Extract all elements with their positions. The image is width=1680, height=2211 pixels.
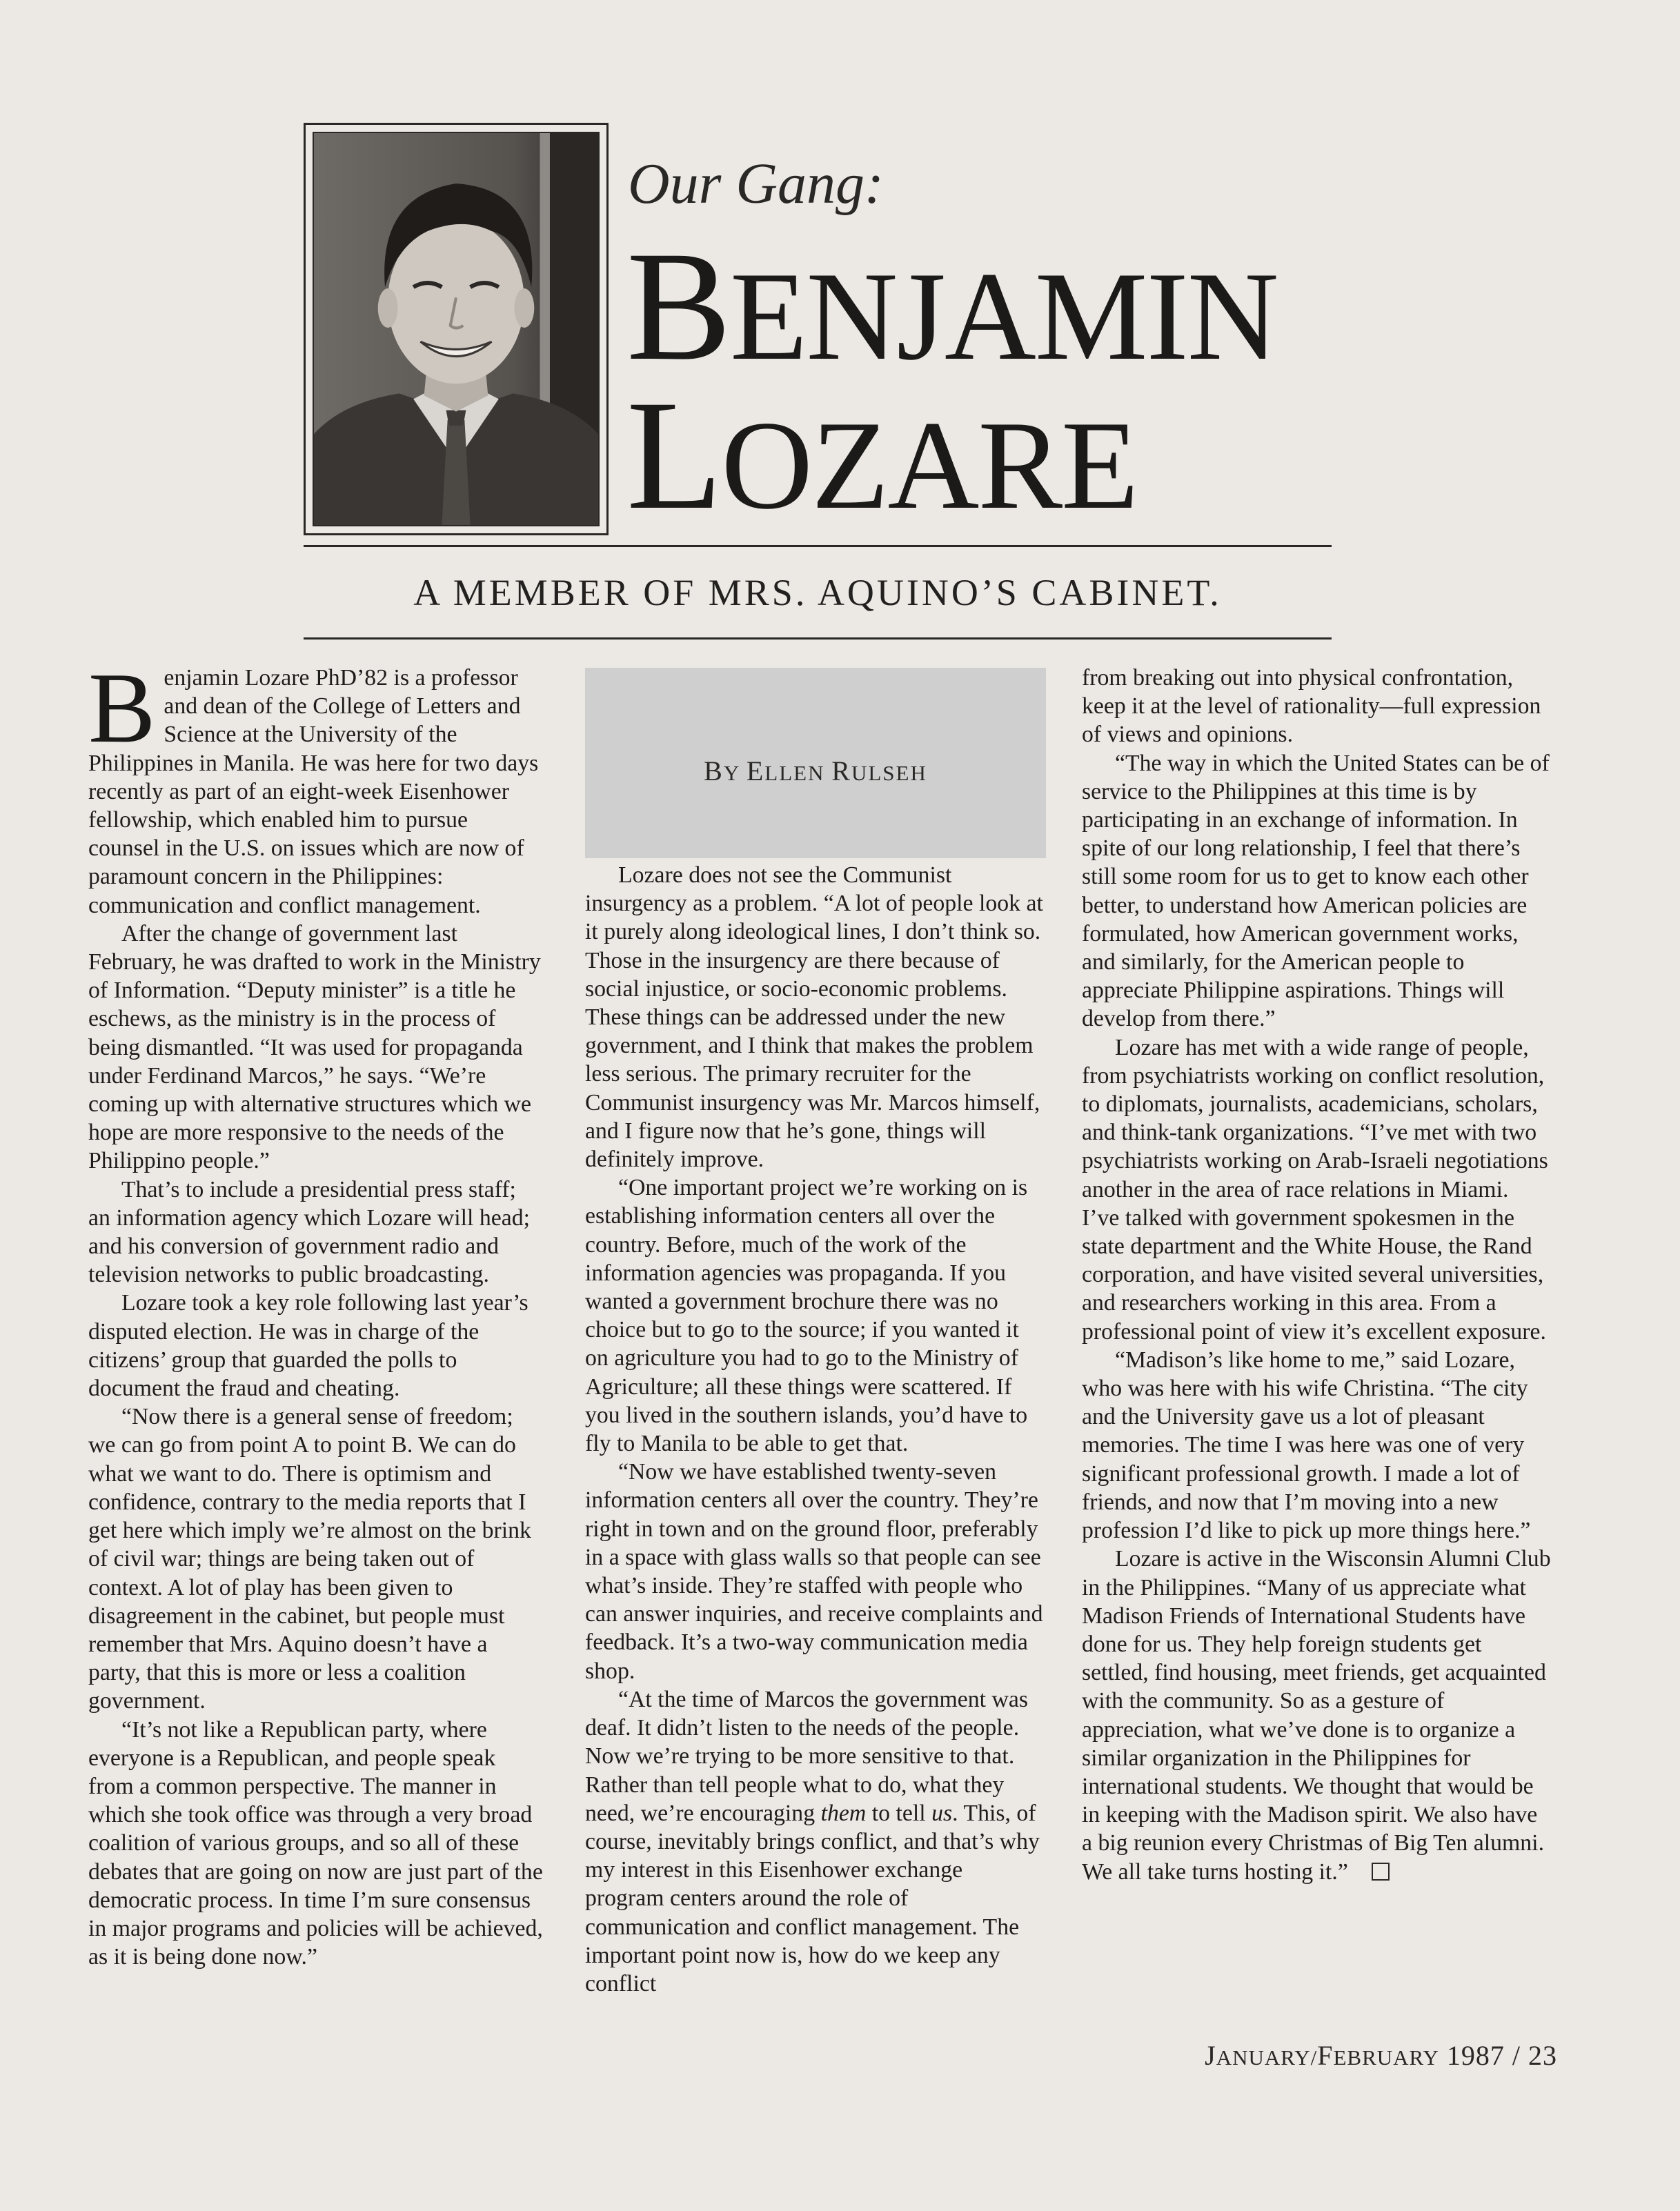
subtitle: A MEMBER OF MRS. AQUINO’S CABINET. bbox=[413, 572, 1222, 613]
byline bbox=[585, 755, 1046, 787]
footer-rest-2: EBRUARY bbox=[1333, 2045, 1439, 2070]
title-last-name bbox=[626, 368, 1138, 542]
paragraph: “Now we have established twenty-seven information centers all over the country. They’re right in town and on the ground floor, preferably in a space with glass walls so that people can see what’s inside. They’re staffed with people who can answer inquiries, and receive complaints and feedback. It’s a two-way communication media shop. bbox=[585, 1459, 1043, 1684]
title-last-rest: OZARE bbox=[721, 395, 1138, 535]
byline-rest-3: ULSEH bbox=[851, 761, 927, 785]
article-column-3 bbox=[1082, 664, 1551, 1886]
footer-year-page: 1987 / 23 bbox=[1439, 2040, 1557, 2071]
title-first-rest: ENJAMIN bbox=[730, 246, 1278, 386]
page-footer bbox=[1205, 2039, 1557, 2072]
title-rule-bottom bbox=[304, 637, 1332, 639]
paragraph: from breaking out into physical confrontation, keep it at the level of rationality—full expression of views and opinions. bbox=[1082, 665, 1541, 748]
paragraph: Lozare has met with a wide range of people, from psychiatrists working on conflict resolution, to diplomats, journalists, academicians, scholars, and think-tank organizations. “I’ve met with two psychiatrists working on Arab-Israeli negotiations another in the area of race relations in Miami. I’ve talked with government spokesmen in the state department and the White House, the Rand corporation, and have visited several universities, and researchers working in this area. From a professional point of view it’s excellent exposure. bbox=[1082, 1034, 1548, 1345]
portrait-frame bbox=[304, 123, 609, 535]
title-rule-top bbox=[304, 545, 1332, 547]
paragraph bbox=[585, 1685, 1046, 1998]
paragraph: “The way in which the United States can be of service to the Philippines at this time is by participating in an exchange of information. In spite of our long relationship, I feel that there’s still some room for us to get to know each other better, to understand how American policies are formulated, how American government works, and similarly, for the American people to appreciate Philippine aspirations. Things will develop from there.” bbox=[1082, 750, 1550, 1032]
byline-initial-3: R bbox=[831, 755, 851, 786]
byline-rest-2: LLEN bbox=[764, 761, 832, 785]
title-first-name bbox=[626, 219, 1278, 393]
paragraph-text: Lozare is active in the Wisconsin Alumni Club in the Philippines. “Many of us appreciate what Madison Friends of International Students have done for us. They help foreign students get settled, find housing, meet friends, get acquainted with the community. So as a gesture of appreciation, what we’ve done is to organize a similar organization in the Philippines for international students. We thought that would be in keeping with the Madison spirit. We also have a big reunion every Christmas of Big Ten alumni. We all take turns hosting it.” bbox=[1082, 1546, 1551, 1885]
title-last-initial: L bbox=[626, 368, 722, 542]
byline-initial-1: B bbox=[704, 755, 724, 786]
drop-cap: B bbox=[88, 652, 156, 764]
byline-initial-2: E bbox=[746, 755, 765, 786]
title-first-initial: B bbox=[626, 219, 731, 393]
paragraph: “One important project we’re working on is establishing information centers all over the country. Before, much of the work of the information agencies was propaganda. If you wanted a government brochure there was no choice but to go to the source; if you wanted it on agriculture you had to go to the Ministry of Agriculture; all these things were scattered. If you lived in the southern islands, you’d have to fly to Manila to be able to get that. bbox=[585, 1175, 1028, 1457]
portrait-photo bbox=[313, 132, 600, 526]
article-column-1 bbox=[88, 652, 544, 1971]
paragraph: Lozare does not see the Communist insurgency as a problem. “A lot of people look at it purely along ideological lines, I don’t think so. Those in the insurgency are there because of social injustice, or socio-economic problems. These things can be addressed under the new government, and I think that makes the problem less serious. The primary recruiter for the Communist insurgency was Mr. Marcos himself, and I figure now that he’s gone, things will definitely improve. bbox=[585, 862, 1043, 1173]
paragraph-text: to tell bbox=[866, 1800, 932, 1826]
emphasis-them: them bbox=[820, 1800, 867, 1826]
end-of-article-mark bbox=[1372, 1863, 1390, 1881]
paragraph: “Now there is a general sense of freedom; we can go from point A to point B. We can do what we want to do. There is optimism and confidence, contrary to the media reports that I get here which imply we’re almost on the brink of civil war; things are being taken out of context. A lot of play has been given to disagreement in the cabinet, but people must remember that Mrs. Aquino doesn’t have a party, that this is more or less a coalition government. bbox=[88, 1404, 531, 1714]
paragraph bbox=[88, 652, 544, 920]
paragraph-text: “At the time of Marcos the government was deaf. It didn’t listen to the needs of the people. Now we’re trying to be more sensitive to that. Rather than tell people what to do, what they need, we’re encouraging bbox=[585, 1686, 1029, 1826]
paragraph: That’s to include a presidential press staff; an information agency which Lozare will head; and his conversion of government radio and television networks to public broadcasting. bbox=[88, 1176, 531, 1288]
paragraph: “Madison’s like home to me,” said Lozare, who was here with his wife Christina. “The city and the University gave us a lot of pleasant memories. The time I was here was one of very significant professional growth. I made a lot of friends, and now that I’m moving into a new profession I’d like to pick up more things here.” bbox=[1082, 1347, 1531, 1544]
footer-rest-1: ANUARY/ bbox=[1216, 2045, 1318, 2070]
footer-initial-1: J bbox=[1205, 2040, 1216, 2071]
kicker-our-gang: Our Gang: bbox=[628, 152, 884, 216]
byline-rest-1: Y bbox=[723, 761, 747, 785]
paragraph: After the change of government last February, he was drafted to work in the Ministry of Information. “Deputy minister” is a title he eschews, as the ministry is in the process of being dismantled. “It was used for propaganda under Ferdinand Marcos,” he says. “We’re coming up with alternative structures which we hope are more responsive to the needs of the Philippino people.” bbox=[88, 920, 541, 1174]
emphasis-us: us bbox=[931, 1800, 953, 1826]
footer-initial-2: F bbox=[1317, 2040, 1334, 2071]
article-column-2 bbox=[585, 861, 1046, 1998]
paragraph: Lozare took a key role following last year’s disputed election. He was in charge of the citizens’ group that guarded the polls to document the fraud and cheating. bbox=[88, 1290, 528, 1402]
paragraph: “It’s not like a Republican party, where everyone is a Republican, and people speak from a common perspective. The manner in which she took office was through a very broad coalition of various groups, and so all of these debates that are going on now are just part of the democratic process. In time I’m sure consensus in major programs and policies will be achieved, as it is being done now.” bbox=[88, 1716, 543, 1970]
portrait-illustration bbox=[314, 133, 598, 525]
paragraph-text: . This, of course, inevitably brings conflict, and that’s why my interest in this Eisenhower exchange program centers around the role of communication and conflict management. The important point now is, how do we keep any conflict bbox=[585, 1800, 1040, 1996]
paragraph-text: enjamin Lozare PhD’82 is a professor and dean of the College of Letters and Science at the University of the Philippines in Manila. He was here for two days recently as part of an eight-week Eisenhower fellowship, which enabled him to pursue counsel in the U.S. on issues which are now of paramount concern in the Philippines: communication and conflict management. bbox=[88, 665, 539, 918]
paragraph bbox=[1082, 1545, 1551, 1885]
